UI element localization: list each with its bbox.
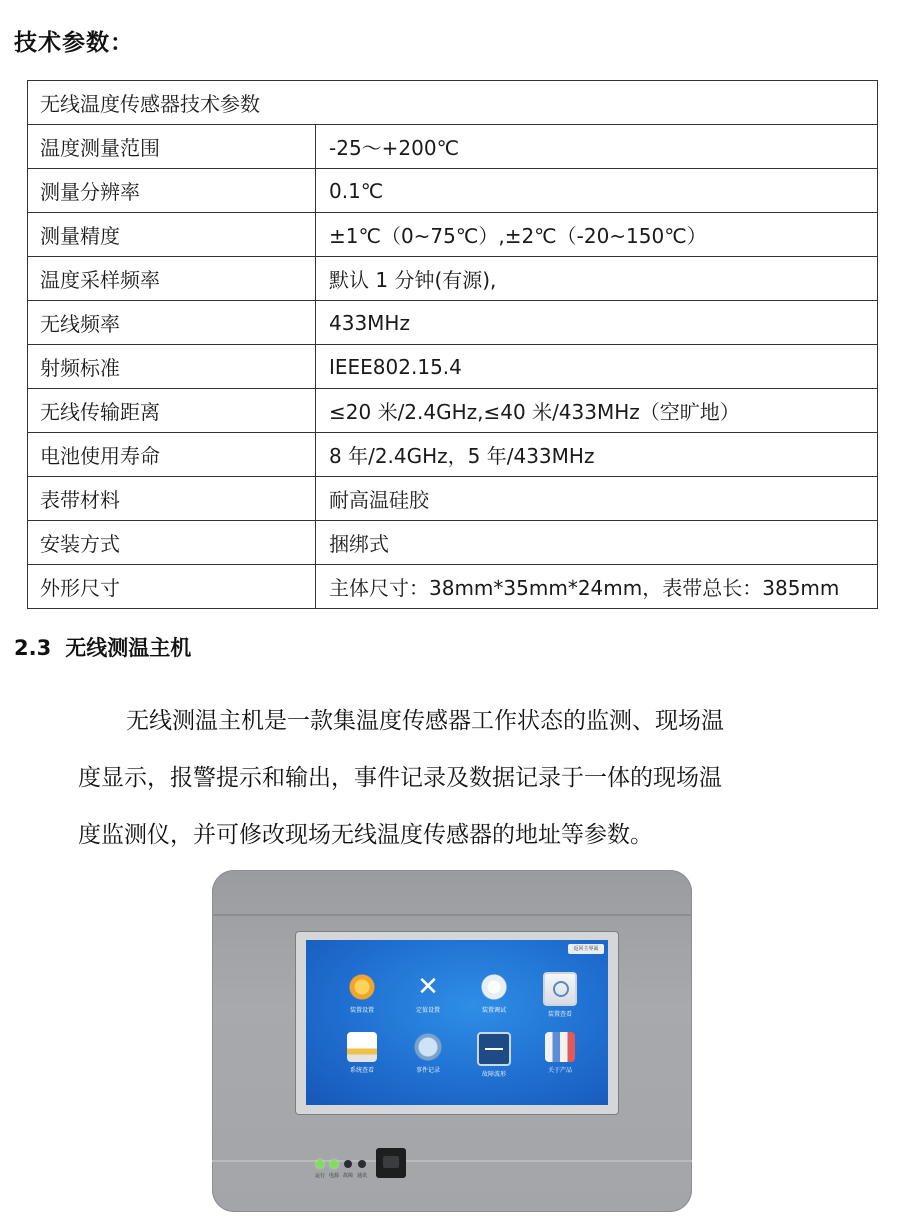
tile-label: 系统查看 [349, 1067, 374, 1074]
touchscreen-bezel [296, 932, 618, 1114]
table-row [28, 565, 878, 609]
fault-led-icon [344, 1160, 352, 1168]
tile-fault-waveform [464, 1032, 524, 1078]
touchscreen [306, 940, 608, 1105]
return-main-button: 返回主界面 [568, 944, 604, 954]
table-row [28, 169, 878, 213]
param-name: 安装方式 [28, 521, 316, 565]
tile-label: 事件记录 [415, 1067, 440, 1074]
led-label: 故障 [342, 1173, 353, 1179]
run-led-icon [316, 1160, 324, 1168]
tile-device-settings [332, 972, 392, 1014]
tile-system-view [332, 1032, 392, 1074]
panel-seam [212, 914, 692, 916]
about-icon [545, 1032, 575, 1062]
param-name: 测量精度 [28, 213, 316, 257]
param-value: 433MHz [316, 301, 878, 345]
table-row [28, 213, 878, 257]
table-row [28, 257, 878, 301]
event-icon [413, 1032, 443, 1062]
tile-device-debug [464, 972, 524, 1014]
param-name: 射频标准 [28, 345, 316, 389]
comm-led-icon [358, 1160, 366, 1168]
tile-label: 定值设置 [415, 1007, 440, 1014]
table-row [28, 477, 878, 521]
param-value: 默认 1 分钟(有源), [316, 257, 878, 301]
table-title: 无线温度传感器技术参数 [28, 81, 878, 125]
param-name: 温度采样频率 [28, 257, 316, 301]
usb-port-icon [376, 1148, 406, 1178]
led-label: 通讯 [356, 1173, 367, 1179]
table-row [28, 521, 878, 565]
param-value: -25～+200℃ [316, 125, 878, 169]
param-name: 电池使用寿命 [28, 433, 316, 477]
gear-icon [347, 972, 377, 1002]
param-value: 0.1℃ [316, 169, 878, 213]
param-value: 耐高温硅胶 [316, 477, 878, 521]
param-name: 无线传输距离 [28, 389, 316, 433]
param-name: 温度测量范围 [28, 125, 316, 169]
param-value: 8 年/2.4GHz，5 年/433MHz [316, 433, 878, 477]
tech-params-heading: 技术参数： [14, 30, 134, 56]
table-row [28, 389, 878, 433]
tools-icon: ✕ [417, 972, 439, 1002]
param-name: 无线频率 [28, 301, 316, 345]
tile-label: 故障波形 [481, 1071, 506, 1078]
spec-table [27, 80, 878, 609]
tile-label: 装置设置 [349, 1007, 374, 1014]
table-title-row [28, 81, 878, 125]
param-name: 测量分辨率 [28, 169, 316, 213]
table-row [28, 345, 878, 389]
tile-label: 装置查看 [547, 1011, 572, 1018]
table-row [28, 433, 878, 477]
paragraph-line: 无线测温主机是一款集温度传感器工作状态的监测、现场温 [126, 708, 724, 734]
paragraph-line: 度显示，报警提示和输出，事件记录及数据记录于一体的现场温 [78, 765, 722, 791]
view-icon [543, 972, 577, 1006]
cog-icon [479, 972, 509, 1002]
waveform-icon [477, 1032, 511, 1066]
led-label: 运行 [314, 1173, 325, 1179]
param-name: 外形尺寸 [28, 565, 316, 609]
param-value: ≤20 米/2.4GHz,≤40 米/433MHz（空旷地） [316, 389, 878, 433]
tile-about [530, 1032, 590, 1074]
tile-setpoint-settings [398, 972, 458, 1014]
tile-label: 关于产品 [547, 1067, 572, 1074]
param-value: 主体尺寸：38mm*35mm*24mm，表带总长：385mm [316, 565, 878, 609]
tile-label: 装置调试 [481, 1007, 506, 1014]
led-label: 电源 [328, 1173, 339, 1179]
section-number: 2.3 [14, 636, 52, 660]
table-row [28, 125, 878, 169]
power-led-icon [330, 1160, 338, 1168]
section-title: 无线测温主机 [65, 636, 192, 660]
param-name: 表带材料 [28, 477, 316, 521]
tile-device-view [530, 972, 590, 1018]
paragraph-line: 度监测仪，并可修改现场无线温度传感器的地址等参数。 [78, 822, 653, 848]
description-paragraph [78, 693, 858, 864]
device-photo [212, 870, 692, 1212]
tile-event-log [398, 1032, 458, 1074]
section-heading [14, 632, 191, 662]
param-value: IEEE802.15.4 [316, 345, 878, 389]
table-row [28, 301, 878, 345]
param-value: ±1℃（0~75℃）,±2℃（-20~150℃） [316, 213, 878, 257]
param-value: 捆绑式 [316, 521, 878, 565]
system-icon [347, 1032, 377, 1062]
panel-seam [212, 1160, 692, 1162]
